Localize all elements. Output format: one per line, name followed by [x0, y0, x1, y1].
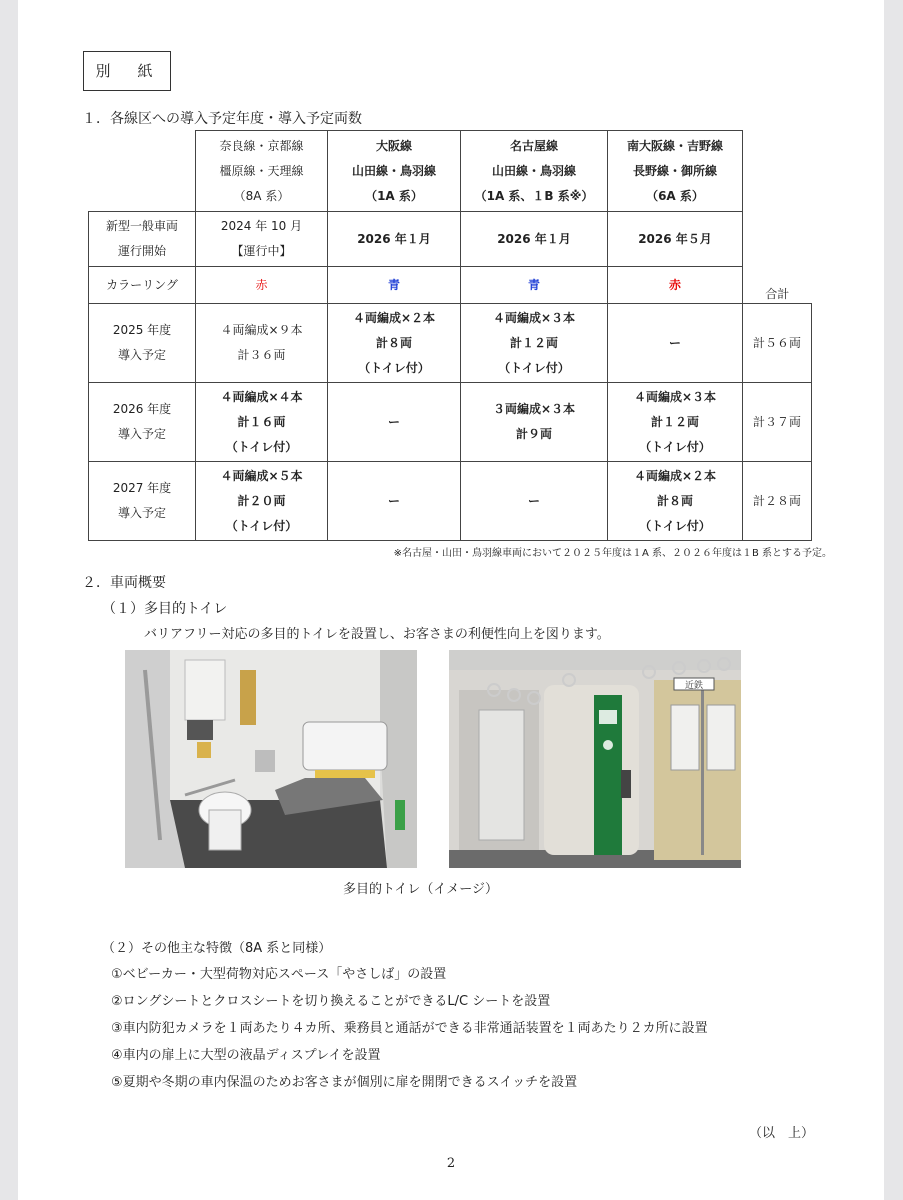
row-label-line: 新型一般車両 — [105, 219, 178, 233]
table-row-2026 — [89, 383, 812, 462]
color-cell-blue: 青 — [461, 267, 608, 304]
cell-line: ー — [668, 335, 681, 350]
cell-line: 【運行中】 — [231, 244, 292, 258]
cell-line: 計１２両 — [509, 335, 558, 350]
table-cell — [461, 383, 608, 462]
feature-item: ①ベビーカー・大型荷物対応スペース「やさしば」の設置 — [111, 967, 447, 982]
cell-line: 計１２両 — [650, 414, 699, 429]
color-cell-red: 赤 — [196, 267, 328, 304]
table-cell — [608, 462, 743, 541]
feature-item: ④車内の扉上に大型の液晶ディスプレイを設置 — [111, 1048, 381, 1063]
table-row-start — [89, 212, 812, 267]
table-header-cell — [196, 131, 328, 212]
header-line: 名古屋線 — [509, 138, 558, 153]
document-page — [18, 0, 884, 1200]
cell-line: （トイレ付） — [639, 439, 711, 454]
cell-line: 2026 年５月 — [638, 231, 712, 246]
photo-caption: 多目的トイレ（イメージ） — [343, 882, 498, 897]
table-cell — [608, 383, 743, 462]
cell-line: ４両編成×９本 — [220, 323, 303, 337]
row-label-line: 2026 年度 — [112, 402, 172, 416]
cell-line: 2026 年１月 — [357, 231, 431, 246]
table-corner — [743, 131, 812, 212]
header-line: 橿原線・天理線 — [219, 163, 304, 178]
cell-line: 計２０両 — [237, 493, 286, 508]
cell-line: ４両編成×３本 — [633, 389, 717, 404]
cell-line: ４両編成×２本 — [633, 468, 717, 483]
table-cell — [196, 212, 328, 267]
table-cell — [608, 212, 743, 267]
row-label-line: 2027 年度 — [112, 481, 172, 495]
row-label-line: 導入予定 — [117, 506, 166, 520]
row-label-year — [89, 462, 196, 541]
table-cell — [328, 462, 461, 541]
table-cell — [196, 462, 328, 541]
toilet-vestibule-illustration — [449, 650, 741, 868]
header-line: 長野線・御所線 — [632, 163, 717, 178]
table-header-cell — [608, 131, 743, 212]
row-label-color: カラーリング — [89, 267, 196, 304]
total-cell: 計２８両 — [743, 462, 812, 541]
color-cell-red: 赤 — [608, 267, 743, 304]
header-line: （6A 系） — [646, 188, 704, 203]
table-row-2027 — [89, 462, 812, 541]
cell-line: （トイレ付） — [639, 518, 711, 533]
table-row-2025 — [89, 304, 812, 383]
attachment-label-box: 別 紙 — [83, 51, 171, 91]
cell-line: 2026 年１月 — [497, 231, 571, 246]
toilet-interior-illustration — [125, 650, 417, 868]
cell-line: ー — [387, 414, 400, 429]
introduction-schedule-table — [88, 130, 812, 541]
total-cell: 計５６両 — [743, 304, 812, 383]
header-line: 大阪線 — [375, 138, 412, 153]
cell-line: （トイレ付） — [358, 360, 430, 375]
toilet-vestibule-photo — [449, 650, 741, 868]
feature-item: ②ロングシートとクロスシートを切り換えることができるL/C シートを設置 — [111, 994, 551, 1009]
cell-line: 2024 年 10 月 — [220, 219, 303, 233]
cell-line: ４両編成×２本 — [352, 310, 436, 325]
subsection-1-description: バリアフリー対応の多目的トイレを設置し、お客さまの利便性向上を図ります。 — [144, 627, 610, 642]
cell-line: ３両編成×３本 — [492, 402, 576, 416]
table-row-color — [89, 267, 812, 304]
header-line: （1A 系、１B 系※） — [474, 188, 594, 203]
table-cell — [608, 304, 743, 383]
cell-line: 計１６両 — [237, 414, 286, 429]
header-line: （8A 系） — [233, 188, 290, 203]
cell-line: 計９両 — [515, 427, 552, 441]
subsection-1-title: （１）多目的トイレ — [102, 601, 228, 617]
row-label-line: 2025 年度 — [112, 323, 172, 337]
color-cell-blue: 青 — [328, 267, 461, 304]
cell-line: ４両編成×４本 — [220, 389, 303, 404]
table-footnote: ※名古屋・山田・鳥羽線車両において２０２５年度は１A 系、２０２６年度は１B 系とする予定。 — [393, 548, 832, 559]
header-line: 山田線・鳥羽線 — [351, 163, 436, 178]
end-mark: （以 上） — [748, 1126, 814, 1141]
table-cell — [461, 212, 608, 267]
feature-item: ③車内防犯カメラを１両あたり４カ所、乗務員と通話ができる非常通話装置を１両あたり２カ所に設置 — [111, 1021, 708, 1036]
cell-line: ４両編成×３本 — [492, 310, 576, 325]
table-header-row — [89, 131, 812, 212]
rail-logo-sign: 近鉄 — [684, 681, 704, 691]
table-cell — [461, 462, 608, 541]
cell-line: ー — [527, 493, 540, 508]
row-label-line: 導入予定 — [117, 427, 166, 441]
cell-line: 計３６両 — [237, 348, 286, 362]
header-line: 南大阪線・吉野線 — [626, 138, 723, 153]
cell-line: （トイレ付） — [498, 360, 570, 375]
page-number: 2 — [446, 1156, 456, 1171]
cell-line: （トイレ付） — [225, 518, 298, 533]
table-header-cell — [461, 131, 608, 212]
total-header: 合計 — [765, 287, 790, 301]
section-2-title: ２．車両概要 — [82, 575, 166, 591]
cell-line: ー — [387, 493, 400, 508]
header-line: 奈良線・京都線 — [219, 138, 304, 153]
section-1-title: １．各線区への導入予定年度・導入予定両数 — [82, 111, 362, 127]
row-label-line: 導入予定 — [117, 348, 166, 362]
table-cell — [328, 383, 461, 462]
row-label-year — [89, 383, 196, 462]
row-label-line: 運行開始 — [117, 244, 166, 258]
header-line: （1A 系） — [365, 188, 423, 203]
cell-line: 計８両 — [656, 493, 693, 508]
cell-line: （トイレ付） — [225, 439, 298, 454]
cell-line: 計８両 — [375, 335, 412, 350]
header-line: 山田線・鳥羽線 — [491, 163, 576, 178]
cell-line: ４両編成×５本 — [220, 468, 303, 483]
table-cell — [328, 212, 461, 267]
row-label-year — [89, 304, 196, 383]
table-empty — [743, 212, 812, 267]
subsection-2-title: （２）その他主な特徴（8A 系と同様） — [102, 941, 332, 956]
table-cell — [461, 304, 608, 383]
table-cell — [196, 304, 328, 383]
row-label-start — [89, 212, 196, 267]
feature-item: ⑤夏期や冬期の車内保温のためお客さまが個別に扉を開閉できるスイッチを設置 — [111, 1075, 578, 1090]
toilet-interior-photo — [125, 650, 417, 868]
table-cell — [328, 304, 461, 383]
table-header-cell — [328, 131, 461, 212]
table-cell — [196, 383, 328, 462]
total-cell: 計３７両 — [743, 383, 812, 462]
table-corner — [89, 131, 196, 212]
